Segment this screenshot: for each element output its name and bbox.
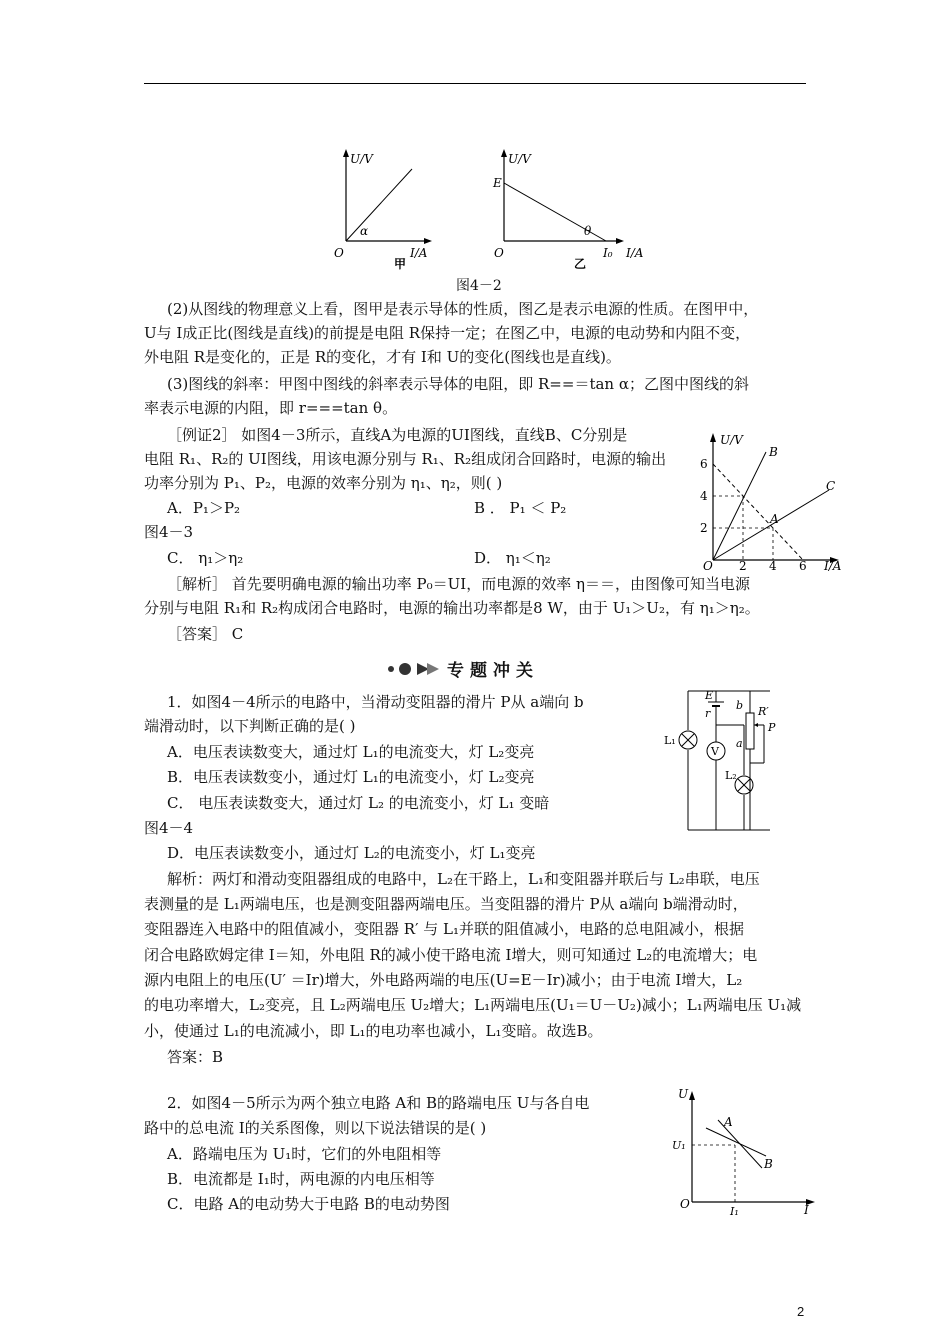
- para2-line-3: 外电阻 R是变化的，正是 R的变化，才有 I和 U的变化(图线也是直线)。: [144, 348, 621, 366]
- q2-line-2: 路中的总电流 I的关系图像，则以下说法错误的是( ): [144, 1119, 487, 1137]
- figure-4-5: [672, 1082, 822, 1222]
- q1-option-b: B．电压表读数变小，通过灯 L₁的电流变小，灯 L₂变亮: [167, 768, 535, 786]
- figure-4-3: [694, 428, 854, 573]
- fig42-caption: 图4－2: [456, 278, 502, 294]
- fig43-xtick-6: 6: [799, 559, 807, 573]
- fig43-origin: O: [703, 559, 713, 573]
- q2-line-1: 2．如图4－5所示为两个独立电路 A和 B的路端电压 U与各自电: [167, 1094, 590, 1112]
- fig42-right-ylabel: U/V: [508, 152, 531, 166]
- figure-4-4: [660, 685, 810, 835]
- header-rule: [144, 83, 806, 84]
- fig43-ytick-6: 6: [700, 457, 708, 471]
- fig45-line-a: A: [724, 1115, 733, 1129]
- example2-option-d: D． η₁＜η₂: [474, 549, 551, 567]
- q1-line-1: 1．如图4－4所示的电路中，当滑动变阻器的滑片 P从 a端向 b: [167, 693, 584, 711]
- para3-line-1: (3)图线的斜率：甲图中图线的斜率表示导体的电阻，即 R==＝tan α；乙图中图线的斜: [167, 375, 749, 393]
- q1-fig-label: 图4－4: [144, 819, 194, 837]
- q1-line-2: 端滑动时，以下判断正确的是( ): [144, 717, 356, 735]
- example2-option-c: C． η₁＞η₂: [167, 549, 244, 567]
- example2-analysis-2: 分别与电阻 R₁和 R₂构成闭合电路时，电源的输出功率都是8 W，由于 U₁＞U₂，有 η₁＞η₂。: [144, 599, 760, 617]
- example2-line-2: 电阻 R₁、R₂的 UI图线，用该电源分别与 R₁、R₂组成闭合回路时，电源的输出: [144, 450, 667, 468]
- q1-explain-2: 表测量的是 L₁两端电压，也是测变阻器两端电压。当变阻器的滑片 P从 a端向 b端滑动时，: [144, 895, 748, 913]
- example2-fig-label: 图4－3: [144, 523, 194, 541]
- q1-option-a: A．电压表读数变大，通过灯 L₁的电流变大，灯 L₂变亮: [167, 743, 535, 761]
- fig44-e: E: [705, 689, 714, 702]
- example2-option-a: A．P₁＞P₂: [167, 499, 241, 517]
- fig44-l2: L₂: [725, 769, 737, 782]
- q1-explain-1: 解析：两灯和滑动变阻器组成的电路中，L₂在干路上，L₁和变阻器并联后与 L₂串联，电压: [167, 870, 760, 888]
- fig44-a: a: [736, 737, 743, 750]
- q1-option-c: C． 电压表读数变大，通过灯 L₂ 的电流变小，灯 L₁ 变暗: [167, 794, 550, 812]
- fig43-label-c: C: [826, 479, 836, 493]
- q1-explain-6: 的电功率增大，L₂变亮，且 L₂两端电压 U₂增大；L₁两端电压(U₁＝U－U₂)减小；L₁两端电压 U₁减: [144, 996, 802, 1014]
- q1-explain-3: 变阻器连入电路中的阻值减小，变阻器 R′ 与 L₁并联的阻值减小，电路的总电阻减小，根据: [144, 920, 744, 938]
- fig42-right-xlabel: I/A: [626, 246, 644, 260]
- q2-option-a: A．路端电压为 U₁时，它们的外电阻相等: [167, 1145, 442, 1163]
- fig42-right-i0: I₀: [603, 246, 613, 260]
- fig45-origin: O: [680, 1197, 690, 1211]
- fig43-xtick-2: 2: [739, 559, 747, 573]
- fig45-xlabel: I: [804, 1203, 809, 1217]
- fig42-left-ylabel: U/V: [350, 152, 373, 166]
- fig42-right-e: E: [493, 176, 502, 190]
- fig43-xlabel: I/A: [824, 559, 842, 573]
- fig44-rprime: R′: [758, 705, 769, 718]
- fig45-ylabel: U: [678, 1087, 689, 1101]
- example2-option-b: B ． P₁ ＜ P₂: [474, 499, 567, 517]
- fig44-b: b: [736, 699, 744, 712]
- figure-4-2-right: [492, 149, 644, 270]
- example2-line-1: ［例证2］ 如图4－3所示，直线A为电源的UI图线，直线B、C分别是: [167, 426, 628, 444]
- q1-explain-7: 小，使通过 L₁的电流减小，即 L₁的电功率也减小，L₁变暗。故选B。: [144, 1022, 603, 1040]
- fig42-right-angle: θ: [584, 224, 592, 238]
- fig42-left-angle: α: [360, 224, 369, 238]
- example2-answer: ［答案］ C: [167, 625, 244, 643]
- q1-explain-5: 源内电阻上的电压(U′ ＝Ir)增大，外电路两端的电压(U=E－Ir)减小；由于电流 I增大，L₂: [144, 971, 743, 989]
- fig43-ylabel: U/V: [720, 433, 743, 447]
- q2-option-b: B．电流都是 I₁时，两电源的内电压相等: [167, 1170, 435, 1188]
- fig42-right-origin: O: [494, 246, 504, 260]
- fig42-left-xlabel: I/A: [410, 246, 428, 260]
- example2-analysis-1: ［解析］ 首先要明确电源的输出功率 P₀＝UI，而电源的效率 η＝＝，由图像可知当电源: [167, 575, 750, 593]
- q2-option-c: C．电路 A的电动势大于电路 B的电动势图: [167, 1195, 450, 1213]
- fig45-i1: I₁: [730, 1205, 739, 1218]
- fig43-ytick-4: 4: [700, 489, 708, 503]
- example2-line-3: 功率分别为 P₁、P₂，电源的效率分别为 η₁、η₂，则( ): [144, 474, 503, 492]
- banner-arrow-icon: [385, 662, 445, 676]
- section-title: 专题冲关: [447, 661, 539, 681]
- q1-explain-4: 闭合电路欧姆定律 I＝知，外电阻 R的减小使干路电流 I增大，则可知通过 L₂的电流增大；电: [144, 946, 758, 964]
- fig44-l1: L₁: [664, 734, 676, 747]
- fig43-label-a: A: [770, 512, 779, 526]
- fig42-left-origin: O: [334, 246, 344, 260]
- fig45-line-b: B: [764, 1157, 773, 1171]
- page-number: 2: [797, 1304, 805, 1319]
- svg-text:V: V: [711, 745, 719, 758]
- q1-option-d: D．电压表读数变小，通过灯 L₂的电流变小，灯 L₁变亮: [167, 844, 536, 862]
- fig43-ytick-2: 2: [700, 521, 708, 535]
- fig45-u1: U₁: [672, 1139, 686, 1152]
- q1-answer: 答案：B: [167, 1048, 224, 1066]
- fig43-xtick-4: 4: [769, 559, 777, 573]
- fig43-label-b: B: [769, 445, 778, 459]
- fig42-left-caption: 甲: [394, 257, 407, 270]
- fig44-r: r: [705, 707, 711, 720]
- fig44-p: P: [768, 721, 776, 734]
- section-banner: [385, 656, 585, 680]
- figure-4-2: [300, 145, 660, 270]
- fig42-right-caption: 乙: [574, 257, 587, 270]
- para3-line-2: 率表示电源的内阻，即 r===tan θ。: [144, 399, 398, 417]
- figure-4-2-left: [334, 149, 432, 270]
- para2-line-2: U与 I成正比(图线是直线)的前提是电阻 R保持一定；在图乙中，电源的电动势和内阻不变，: [144, 324, 751, 342]
- para2-line-1: (2)从图线的物理意义上看，图甲是表示导体的性质，图乙是表示电源的性质。在图甲中，: [167, 300, 759, 318]
